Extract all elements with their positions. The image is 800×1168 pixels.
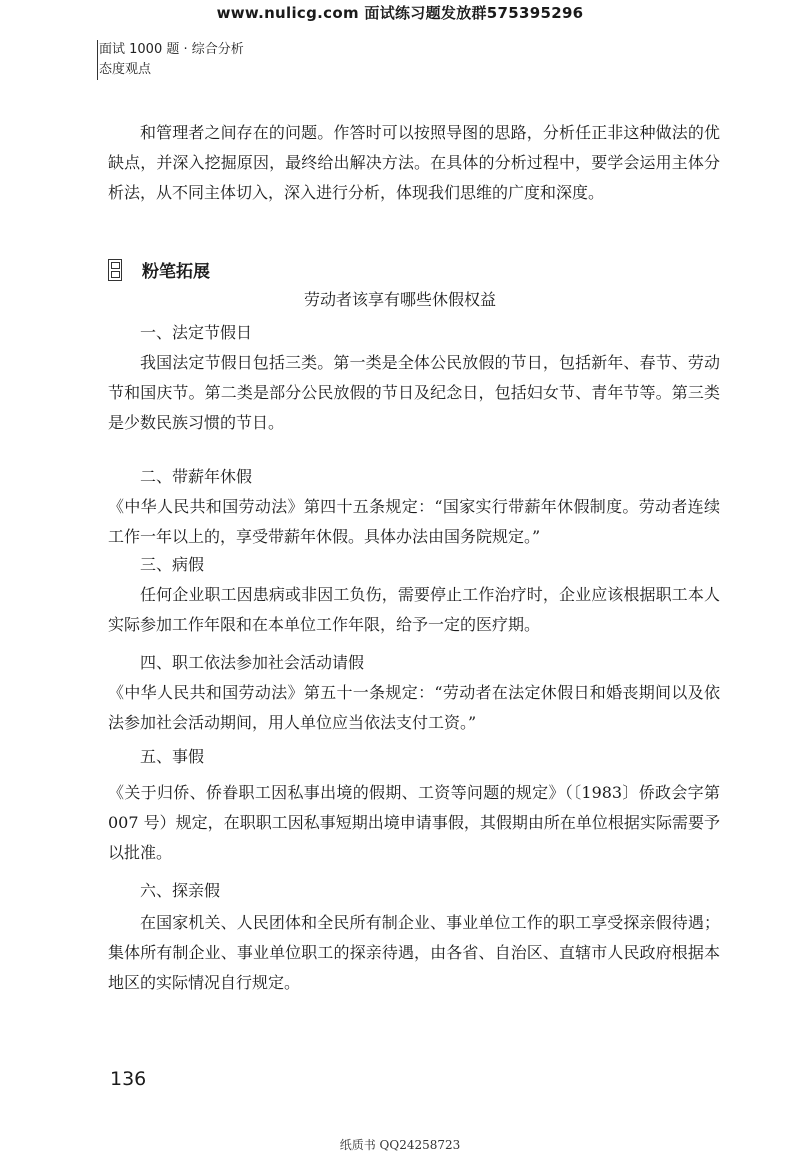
running-head <box>99 40 244 80</box>
running-head-rule <box>97 40 98 80</box>
footer-note: 纸质书 QQ24258723 <box>339 1138 461 1152</box>
section-heading-3: 三、病假 <box>140 555 205 574</box>
section-body-6: 在国家机关、人民团体和全民所有制企业、事业单位工作的职工享受探亲假待遇；集体所有制企业、事业单位职工的探亲待遇，由各省、自治区、直辖市人民政府根据本地区的实际情况自行规定。 <box>108 913 720 992</box>
page-number: 136 <box>110 1068 147 1090</box>
section-heading-4: 四、职工依法参加社会活动请假 <box>140 653 365 672</box>
section-title: 粉笔拓展 <box>142 262 210 282</box>
article-title: 劳动者该享有哪些休假权益 <box>303 290 496 309</box>
running-head-chapter: 态度观点 <box>99 62 152 77</box>
section-body-2: 《中华人民共和国劳动法》第四十五条规定：“国家实行带薪年休假制度。劳动者连续工作一年以上的，享受带薪年休假。具体办法由国务院规定。” <box>108 497 720 546</box>
section-marker-icon <box>108 259 122 281</box>
section-heading-6: 六、探亲假 <box>140 881 221 900</box>
section-heading-1: 一、法定节假日 <box>140 323 253 342</box>
section-body-4: 《中华人民共和国劳动法》第五十一条规定：“劳动者在法定休假日和婚丧期间以及依法参加社会活动期间，用人单位应当依法支付工资。” <box>108 683 720 732</box>
section-body-1: 我国法定节假日包括三类。第一类是全体公民放假的节日，包括新年、春节、劳动节和国庆节。第二类是部分公民放假的节日及纪念日，包括妇女节、青年节等。第三类是少数民族习惯的节日。 <box>108 353 720 432</box>
section-body-3: 任何企业职工因患病或非因工负伤，需要停止工作治疗时，企业应该根据职工本人实际参加工作年限和在本单位工作年限，给予一定的医疗期。 <box>108 585 720 634</box>
running-head-book-title: 面试 1000 题 · 综合分析 <box>99 42 244 57</box>
intro-paragraph: 和管理者之间存在的问题。作答时可以按照导图的思路，分析任正非这种做法的优缺点，并深入挖掘原因，最终给出解决方法。在具体的分析过程中，要学会运用主体分析法，从不同主体切入，深入进行分析，体现我们思维的广度和深度。 <box>108 123 720 202</box>
section-heading-5: 五、事假 <box>140 747 205 766</box>
section-heading-2: 二、带薪年休假 <box>140 467 253 486</box>
section-body-5: 《关于归侨、侨眷职工因私事出境的假期、工资等问题的规定》（〔1983〕侨政会字第 007 号）规定，在职职工因私事短期出境申请事假，其假期由所在单位根据实际需要予以批准。 <box>108 783 720 862</box>
watermark-banner: www.nulicg.com 面试练习题发放群575395296 <box>216 4 584 22</box>
